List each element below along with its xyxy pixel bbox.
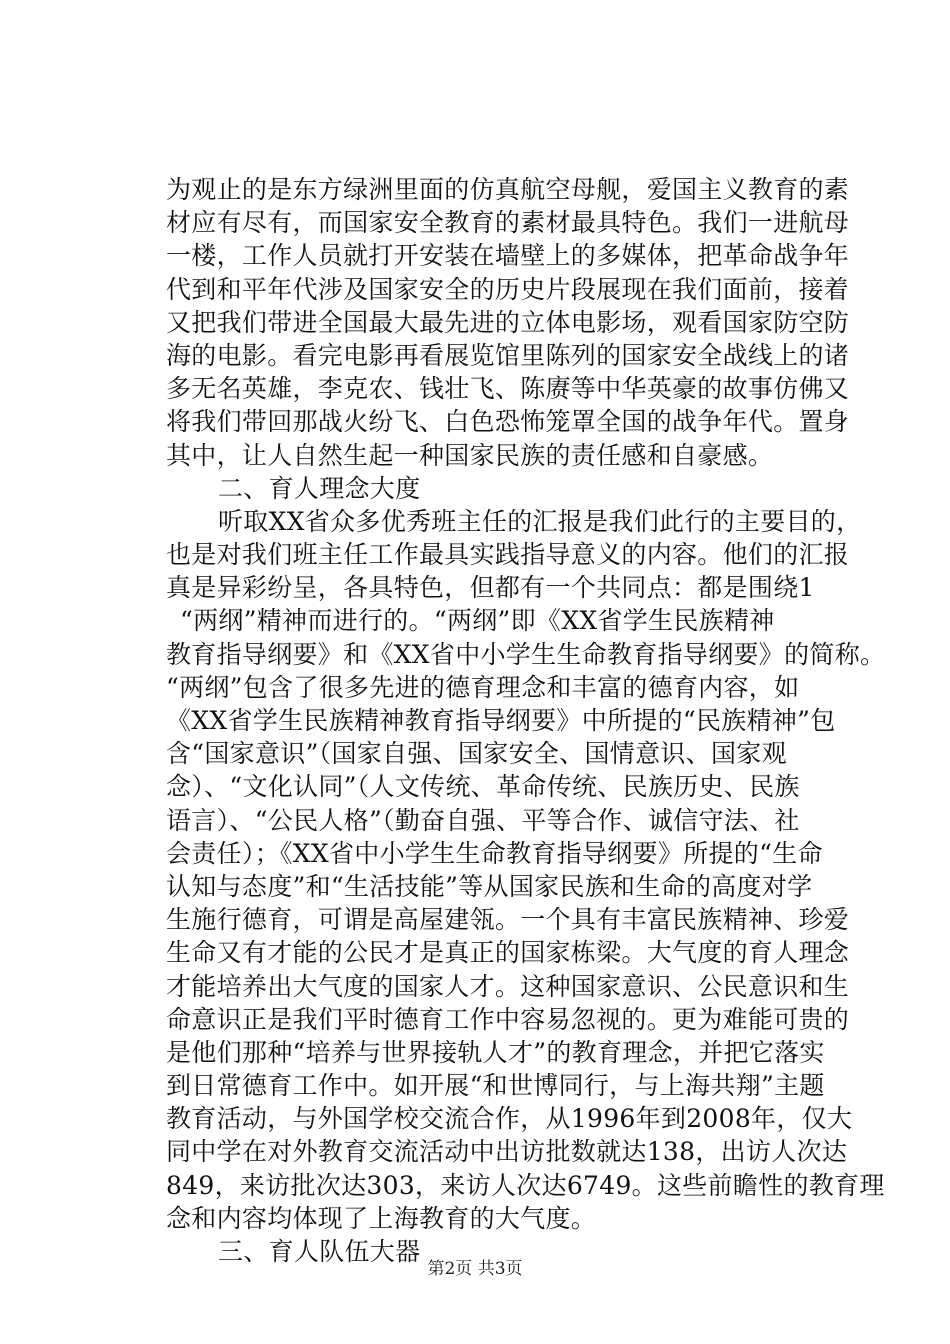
body-line-2: 材应有尽有，而国家安全教育的素材最具特色。我们一进航母 bbox=[166, 208, 850, 238]
body-line-7: 多无名英雄，李克农、钱壮飞、陈赓等中华英豪的故事仿佛又 bbox=[166, 374, 850, 404]
body-line-17: 《XX省学生民族精神教育指导纲要》中所提的“民族精神”包 bbox=[166, 706, 836, 735]
body-line-16: “两纲”包含了很多先进的德育理念和丰富的德育内容，如 bbox=[166, 672, 800, 702]
body-line-21: 会责任）；《XX省中小学生生命教育指导纲要》所提的“生命 bbox=[166, 838, 823, 868]
body-line-30: 同中学在对外教育交流活动中出访批数就达138，出访人次达 bbox=[166, 1137, 848, 1167]
body-line-32: 念和内容均体现了上海教育的大气度。 bbox=[166, 1203, 597, 1233]
body-line-25: 才能培养出大气度的国家人才。这种国家意识、公民意识和生 bbox=[166, 971, 850, 1001]
body-line-24: 生命又有才能的公民才是真正的国家栋梁。大气度的育人理念 bbox=[166, 938, 850, 968]
document-body bbox=[166, 173, 886, 1268]
body-line-15: 教育指导纲要》和《XX省中小学生生命教育指导纲要》的简称。 bbox=[166, 639, 886, 669]
body-line-20: 语言）、“公民人格”（勤奋自强、平等合作、诚信守法、社 bbox=[166, 805, 800, 835]
body-line-18: 含“国家意识”（国家自强、国家安全、国情意识、国家观 bbox=[166, 739, 787, 769]
body-line-3: 一楼，工作人员就打开安装在墙壁上的多媒体，把革命战争年 bbox=[166, 241, 850, 271]
body-line-26: 命意识正是我们平时德育工作中容易忽视的。更为难能可贵的 bbox=[166, 1004, 850, 1034]
body-line-28: 到日常德育工作中。如开展“和世博同行，与上海共翔”主题 bbox=[166, 1071, 825, 1101]
body-line-9: 其中，让人自然生起一种国家民族的责任感和自豪感。 bbox=[166, 440, 774, 470]
body-line-5: 又把我们带进全国最大最先进的立体电影场，观看国家防空防 bbox=[166, 307, 850, 337]
section-heading-2: 二、育人理念大度 bbox=[218, 473, 421, 503]
body-line-22: 认知与态度”和“生活技能”等从国家民族和生命的高度对学 bbox=[166, 871, 813, 901]
body-line-12: 也是对我们班主任工作最具实践指导意义的内容。他们的汇报 bbox=[166, 540, 850, 570]
body-line-8: 将我们带回那战火纷飞、白色恐怖笼罩全国的战争年代。置身 bbox=[166, 407, 850, 437]
body-line-11: 听取XX省众多优秀班主任的汇报是我们此行的主要目的， bbox=[218, 506, 862, 536]
body-line-31: 849，来访批次达303，来访人次达6749。这些前瞻性的教育理 bbox=[166, 1170, 885, 1200]
body-line-14: “两纲”精神而进行的。“两纲”即《XX省学生民族精神 bbox=[180, 606, 775, 636]
body-line-29: 教育活动，与外国学校交流合作，从1996年到2008年，仅大 bbox=[166, 1104, 853, 1134]
page-footer: 第2页 共3页 bbox=[427, 1259, 523, 1279]
body-line-13: 真是异彩纷呈，各具特色，但都有一个共同点：都是围绕1 bbox=[166, 573, 815, 603]
body-line-27: 是他们那种“培养与世界接轨人才”的教育理念，并把它落实 bbox=[166, 1037, 825, 1067]
body-line-23: 生施行德育，可谓是高屋建瓴。一个具有丰富民族精神、珍爱 bbox=[166, 905, 850, 935]
section-heading-3: 三、育人队伍大器 bbox=[218, 1237, 421, 1266]
body-line-19: 念）、“文化认同”（人文传统、革命传统、民族历史、民族 bbox=[166, 772, 800, 802]
body-line-1: 为观止的是东方绿洲里面的仿真航空母舰，爱国主义教育的素 bbox=[166, 175, 850, 204]
body-line-4: 代到和平年代涉及国家安全的历史片段展现在我们面前，接着 bbox=[166, 274, 850, 304]
body-line-6: 海的电影。看完电影再看展览馆里陈列的国家安全战线上的诸 bbox=[166, 340, 850, 370]
